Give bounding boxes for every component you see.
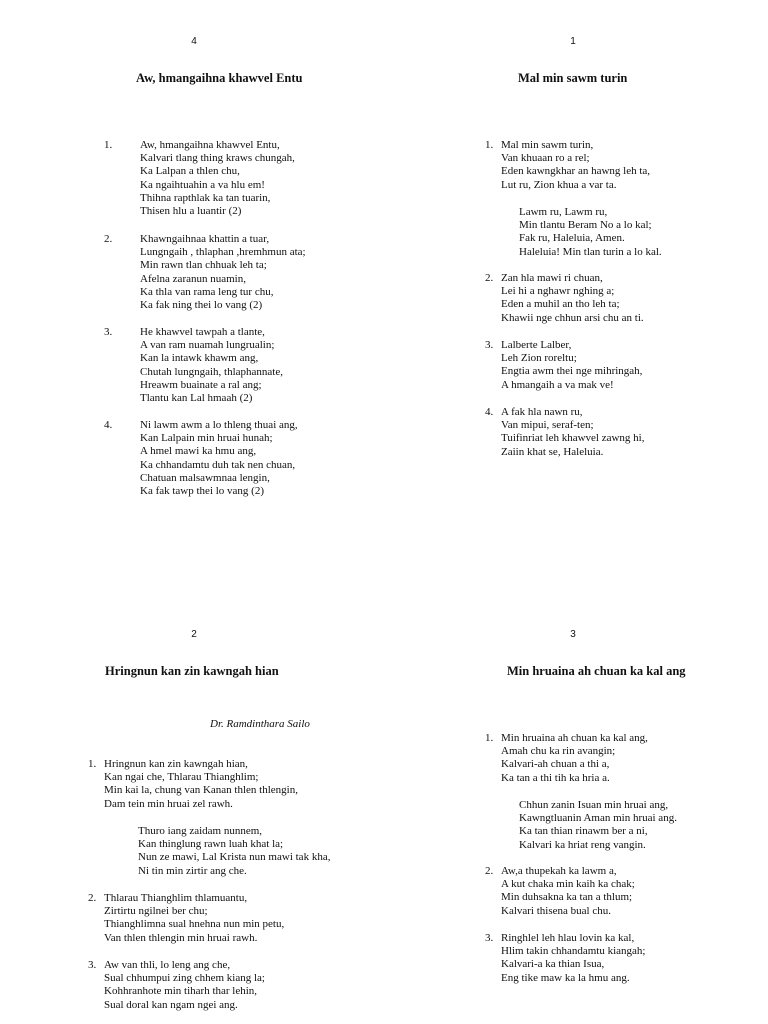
verse-line: Thianghlimna sual hnehna nun min petu, bbox=[104, 918, 285, 931]
verse-line: A fak hla nawn ru, bbox=[501, 406, 583, 418]
verse-line: Sual doral kan ngam ngei ang. bbox=[104, 998, 238, 1011]
verse-line: Kalvari thisena bual chu. bbox=[501, 904, 611, 917]
verse-line: Tlantu kan Lal hmaah (2) bbox=[140, 391, 253, 404]
verse-line: Van khuaan ro a rel; bbox=[501, 152, 590, 165]
verse-line: Amah chu ka rin avangin; bbox=[501, 745, 616, 758]
verse-line: A van ram nuamah lungrualin; bbox=[140, 339, 275, 352]
verse-line: Min kai la, chung van Kanan thlen thlengin, bbox=[104, 784, 298, 797]
verse-line: Kan Lalpain min hruai hunah; bbox=[140, 432, 273, 445]
hymn-title: Aw, hmangaihna khawvel Entu bbox=[136, 71, 303, 85]
verse-number: 3. bbox=[104, 326, 113, 338]
verse-line: Kan la intawk khawm ang, bbox=[140, 352, 259, 365]
verse-line: Leh Zion roreltu; bbox=[501, 352, 577, 365]
chorus-line: Fak ru, Haleluia, Amen. bbox=[519, 232, 625, 245]
verse-line: Zan hla mawi ri chuan, bbox=[501, 272, 603, 284]
verse-line: Min rawn tlan chhuak leh ta; bbox=[140, 259, 267, 272]
verse-number: 1. bbox=[88, 758, 97, 770]
chorus-line: Kan thinglung rawn luah khat la; bbox=[138, 838, 284, 851]
panel-page-3 bbox=[384, 512, 768, 1024]
verse-line: Kan ngai che, Thlarau Thianghlim; bbox=[104, 771, 259, 784]
page-number: 4 bbox=[191, 36, 197, 47]
chorus-line: Nun ze mawi, Lal Krista nun mawi tak kha, bbox=[138, 851, 331, 864]
verse-line: Zirtirtu ngilnei ber chu; bbox=[104, 905, 208, 918]
page-number: 3 bbox=[570, 629, 576, 640]
verse-line: Thihna rapthlak ka tan tuarin, bbox=[140, 191, 271, 204]
verse-line: Lei hi a nghawr nghing a; bbox=[501, 285, 615, 298]
verse-line: Hlim takin chhandamtu kiangah; bbox=[501, 945, 646, 958]
verse-line: Kohhranhote min tiharh thar lehin, bbox=[104, 985, 258, 998]
verse-number: 1. bbox=[104, 139, 113, 151]
page-number: 1 bbox=[570, 36, 576, 47]
verse-line: Ka fak ning thei lo vang (2) bbox=[140, 298, 263, 311]
verse-number: 3. bbox=[88, 959, 97, 971]
chorus-line: Chhun zanin Isuan min hruai ang, bbox=[519, 799, 669, 811]
chorus-line: Lawm ru, Lawm ru, bbox=[519, 206, 608, 218]
verse-line: Aw, hmangaihna khawvel Entu, bbox=[140, 139, 280, 151]
verse-line: Ka thla van rama leng tur chu, bbox=[140, 285, 274, 298]
verse-line: Sual chhumpui zing chhem kiang la; bbox=[104, 972, 265, 985]
verse-number: 3. bbox=[485, 932, 494, 944]
verse-number: 1. bbox=[485, 139, 494, 151]
verse-line: Chatuan malsawmnaa lengin, bbox=[140, 471, 270, 484]
verse-line: Tuifinriat leh khawvel zawng hi, bbox=[501, 432, 645, 445]
verse-line: Kalvari tlang thing kraws chungah, bbox=[140, 152, 295, 165]
verse-line: Hringnun kan zin kawngah hian, bbox=[104, 758, 248, 770]
verse-line: Khawii nge chhun arsi chu an ti. bbox=[501, 311, 644, 324]
panel-page-4 bbox=[0, 0, 384, 512]
verse-number: 4. bbox=[104, 419, 113, 431]
verse-line: Kalvari-a ka thian Isua, bbox=[501, 958, 605, 971]
hymn-title: Min hruaina ah chuan ka kal ang bbox=[507, 664, 686, 678]
verse-line: Thisen hlu a luantir (2) bbox=[140, 204, 242, 217]
verse-line: Hreawm buainate a ral ang; bbox=[140, 378, 262, 391]
hymn-author: Dr. Ramdinthara Sailo bbox=[210, 718, 310, 730]
chorus-line: Kawngtluanin Aman min hruai ang. bbox=[519, 812, 677, 825]
verse-line: He khawvel tawpah a tlante, bbox=[140, 326, 265, 338]
panel-page-2 bbox=[0, 512, 384, 1024]
verse-number: 4. bbox=[485, 406, 494, 418]
verse-line: Aw,a thupekah ka lawm a, bbox=[501, 865, 617, 877]
verse-line: Ka Lalpan a thlen chu, bbox=[140, 165, 240, 178]
verse-number: 3. bbox=[485, 339, 494, 351]
verse-line: Eng tike maw ka la hmu ang. bbox=[501, 971, 630, 984]
verse-line: Aw van thli, lo leng ang che, bbox=[104, 959, 231, 971]
verse-line: Ka ngaihtuahin a va hlu em! bbox=[140, 178, 265, 191]
verse-line: A hmangaih a va mak ve! bbox=[501, 378, 614, 391]
verse-line: Thlarau Thianghlim thlamuantu, bbox=[104, 892, 248, 904]
hymn-title: Mal min sawm turin bbox=[518, 71, 628, 85]
verse-line: Eden kawngkhar an hawng leh ta, bbox=[501, 165, 651, 178]
verse-number: 2. bbox=[485, 272, 494, 284]
verse-line: A hmel mawi ka hmu ang, bbox=[140, 445, 257, 458]
panel-page-1 bbox=[384, 0, 768, 512]
verse-number: 2. bbox=[88, 892, 97, 904]
verse-line: Ka chhandamtu duh tak nen chuan, bbox=[140, 458, 296, 471]
chorus-line: Haleluia! Min tlan turin a lo kal. bbox=[519, 245, 662, 258]
verse-line: Lungngaih , thlaphan ,hremhmun ata; bbox=[140, 246, 306, 259]
verse-line: Kalvari-ah chuan a thi a, bbox=[501, 758, 610, 771]
chorus-line: Kalvari ka hriat reng vangin. bbox=[519, 838, 646, 851]
verse-line: Mal min sawm turin, bbox=[501, 139, 594, 151]
verse-number: 1. bbox=[485, 732, 494, 744]
chorus-line: Min tlantu Beram No a lo kal; bbox=[519, 219, 652, 232]
verse-line: Chutah lungngaih, thlaphannate, bbox=[140, 365, 283, 378]
verse-line: Van thlen thlengin min hruai rawh. bbox=[104, 931, 258, 944]
verse-line: Ringhlel leh hlau lovin ka kal, bbox=[501, 932, 635, 944]
verse-number: 2. bbox=[485, 865, 494, 877]
verse-line: Engtia awm thei nge mihringah, bbox=[501, 365, 643, 378]
verse-line: Khawngaihnaa khattin a tuar, bbox=[140, 233, 270, 245]
verse-line: A kut chaka min kaih ka chak; bbox=[501, 878, 635, 891]
verse-line: Ni lawm awm a lo thleng thuai ang, bbox=[140, 419, 298, 431]
hymn-title: Hringnun kan zin kawngah hian bbox=[105, 664, 279, 678]
verse-line: Lalberte Lalber, bbox=[501, 339, 572, 351]
verse-line: Lut ru, Zion khua a var ta. bbox=[501, 178, 617, 191]
verse-line: Ka tan a thi tih ka hria a. bbox=[501, 771, 610, 784]
verse-line: Afelna zaranun nuamin, bbox=[140, 272, 246, 285]
verse-line: Van mipui, seraf-ten; bbox=[501, 419, 594, 432]
verse-line: Zaiin khat se, Haleluia. bbox=[501, 445, 604, 458]
verse-line: Eden a muhil an tho leh ta; bbox=[501, 298, 620, 311]
verse-number: 2. bbox=[104, 233, 113, 245]
verse-line: Min hruaina ah chuan ka kal ang, bbox=[501, 732, 648, 744]
verse-line: Ka fak tawp thei lo vang (2) bbox=[140, 484, 265, 497]
page-number: 2 bbox=[191, 629, 197, 640]
chorus-line: Ni tin min zirtir ang che. bbox=[138, 864, 247, 877]
verse-line: Dam tein min hruai zel rawh. bbox=[104, 797, 233, 810]
chorus-line: Ka tan thian rinawm ber a ni, bbox=[519, 825, 648, 838]
chorus-line: Thuro iang zaidam nunnem, bbox=[138, 825, 263, 837]
verse-line: Min duhsakna ka tan a thlum; bbox=[501, 891, 633, 904]
